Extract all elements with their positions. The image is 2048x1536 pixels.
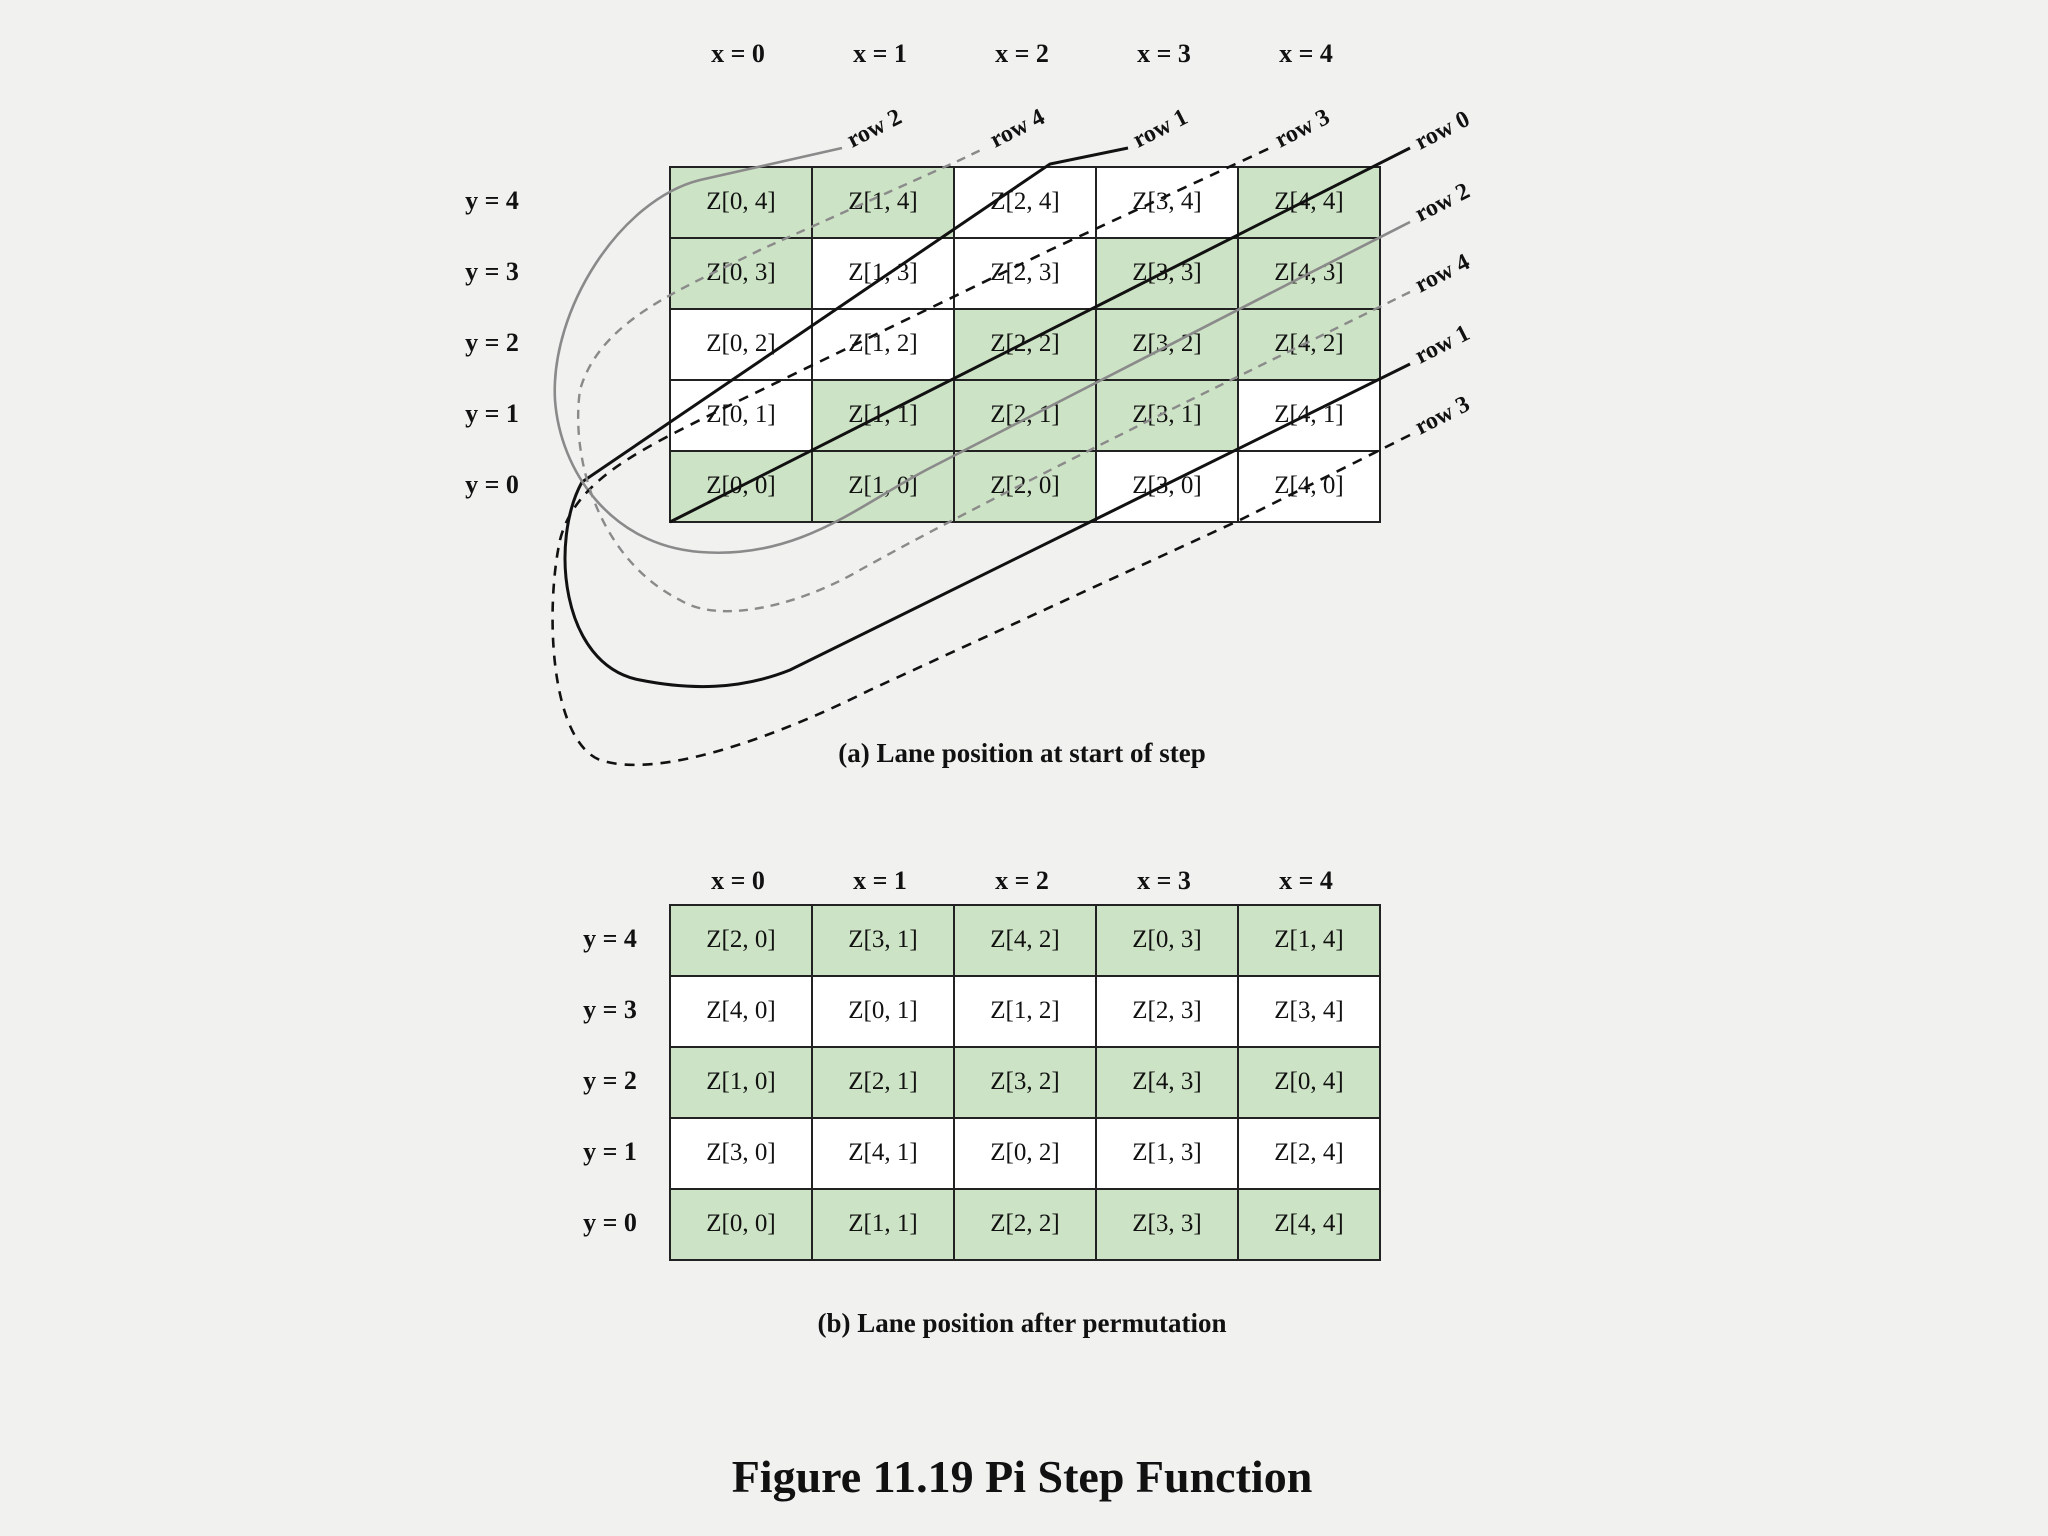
panel-b-cell-label-2-3: Z[4, 3] — [1132, 1068, 1202, 1096]
panel-a-cell-label-0-0: Z[0, 4] — [706, 188, 776, 216]
panel-a-cell-label-4-0: Z[0, 0] — [706, 472, 776, 500]
panel-b-cell-label-4-1: Z[1, 1] — [848, 1210, 918, 1238]
panel-a-cell-label-2-2: Z[2, 2] — [990, 330, 1060, 358]
panel-a-cell-label-4-1: Z[1, 0] — [848, 472, 918, 500]
panel-a-cell-label-4-4: Z[4, 0] — [1274, 472, 1344, 500]
panel-a-cell-label-0-4: Z[4, 4] — [1274, 188, 1344, 216]
panel-a-cell-label-3-4: Z[4, 1] — [1274, 401, 1344, 429]
panel-a-cell-label-1-2: Z[2, 3] — [990, 259, 1060, 287]
panel-a-right-row-labels — [1411, 178, 1474, 440]
panel-a-cell-label-1-1: Z[1, 3] — [848, 259, 918, 287]
panel-a-y-label-3: y = 3 — [465, 256, 519, 286]
top-row-label-3: row 3 — [1270, 104, 1335, 154]
top-row-label-2: row 1 — [1128, 104, 1193, 154]
panel-a-x-label-3: x = 3 — [1137, 38, 1191, 68]
panel-a-cell-label-1-0: Z[0, 3] — [706, 259, 776, 287]
top-row-label-0: row 2 — [842, 104, 907, 154]
panel-b-cell-label-0-1: Z[3, 1] — [848, 926, 918, 954]
panel-a-x-labels — [711, 39, 1333, 68]
panel-a-cell-label-0-2: Z[2, 4] — [990, 188, 1060, 216]
panel-b-cell-label-4-0: Z[0, 0] — [706, 1210, 776, 1238]
panel-b-cell-label-3-0: Z[3, 0] — [706, 1139, 776, 1167]
panel-b-cell-label-1-0: Z[4, 0] — [706, 997, 776, 1025]
panel-b-cell-label-1-1: Z[0, 1] — [848, 997, 918, 1025]
panel-b-cell-label-3-2: Z[0, 2] — [990, 1139, 1060, 1167]
panel-a-y-label-1: y = 1 — [465, 398, 519, 428]
panel-a-y-label-2: y = 2 — [465, 327, 519, 357]
top-row-label-1: row 4 — [985, 104, 1050, 154]
panel-a-cell-label-0-3: Z[3, 4] — [1132, 188, 1202, 216]
panel-a-cell-label-1-3: Z[3, 3] — [1132, 259, 1202, 287]
panel-b-cell-label-0-2: Z[4, 2] — [990, 926, 1060, 954]
panel-b-x-labels — [711, 866, 1333, 895]
panel-b-cell-label-1-2: Z[1, 2] — [990, 997, 1060, 1025]
panel-a-x-label-2: x = 2 — [995, 38, 1049, 68]
panel-a-cell-label-4-2: Z[2, 0] — [990, 472, 1060, 500]
panel-a-x-label-4: x = 4 — [1279, 38, 1333, 68]
panel-b-cell-label-1-3: Z[2, 3] — [1132, 997, 1202, 1025]
panel-b-x-label-0: x = 0 — [711, 865, 765, 895]
panel-b-y-label-0: y = 0 — [583, 1207, 637, 1237]
right-row-label-0: row 2 — [1410, 178, 1475, 228]
panel-b-cell-label-3-3: Z[1, 3] — [1132, 1139, 1202, 1167]
panel-b-cell-label-2-1: Z[2, 1] — [848, 1068, 918, 1096]
panel-b-cell-label-0-3: Z[0, 3] — [1132, 926, 1202, 954]
panel-b-y-label-1: y = 1 — [583, 1136, 637, 1166]
panel-b-x-label-3: x = 3 — [1137, 865, 1191, 895]
right-row-label-2: row 1 — [1410, 320, 1475, 370]
panel-b-cell-label-0-4: Z[1, 4] — [1274, 926, 1344, 954]
panel-a-cell-label-0-1: Z[1, 4] — [848, 188, 918, 216]
panel-b-cell-label-4-4: Z[4, 4] — [1274, 1210, 1344, 1238]
panel-a-cell-label-2-0: Z[0, 2] — [706, 330, 776, 358]
panel-b-cell-label-3-1: Z[4, 1] — [848, 1139, 918, 1167]
panel-b-caption: (b) Lane position after permutation — [817, 1308, 1227, 1338]
panel-a-cell-label-4-3: Z[3, 0] — [1132, 472, 1202, 500]
panel-a-cell-label-1-4: Z[4, 3] — [1274, 259, 1344, 287]
right-row-label-3: row 3 — [1410, 391, 1475, 441]
panel-a-cell-label-2-1: Z[1, 2] — [848, 330, 918, 358]
panel-a-cell-label-3-0: Z[0, 1] — [706, 401, 776, 429]
right-row-label-1: row 4 — [1410, 249, 1475, 299]
panel-a-top-row-labels — [843, 104, 1474, 155]
panel-a-cell-label-3-3: Z[3, 1] — [1132, 401, 1202, 429]
top-row-label-4: row 0 — [1410, 106, 1475, 156]
panel-a-x-label-1: x = 1 — [853, 38, 907, 68]
panel-b-cell-label-1-4: Z[3, 4] — [1274, 997, 1344, 1025]
panel-b-cell-label-2-2: Z[3, 2] — [990, 1068, 1060, 1096]
panel-b-x-label-2: x = 2 — [995, 865, 1049, 895]
panel-a-cell-label-3-1: Z[1, 1] — [848, 401, 918, 429]
panel-b-cell-label-4-2: Z[2, 2] — [990, 1210, 1060, 1238]
panel-b-cell-label-2-0: Z[1, 0] — [706, 1068, 776, 1096]
panel-b-y-label-2: y = 2 — [583, 1065, 637, 1095]
panel-a-cell-label-3-2: Z[2, 1] — [990, 401, 1060, 429]
panel-b-y-labels — [583, 924, 637, 1237]
panel-a-y-label-0: y = 0 — [465, 469, 519, 499]
panel-a-caption: (a) Lane position at start of step — [838, 738, 1206, 768]
panel-b-cell-label-4-3: Z[3, 3] — [1132, 1210, 1202, 1238]
panel-a-x-label-0: x = 0 — [711, 38, 765, 68]
panel-b-cell-label-2-4: Z[0, 4] — [1274, 1068, 1344, 1096]
panel-b-y-label-4: y = 4 — [583, 923, 637, 953]
figure-title: Figure 11.19 Pi Step Function — [731, 1451, 1313, 1502]
panel-b-cell-label-0-0: Z[2, 0] — [706, 926, 776, 954]
panel-b-cell-label-3-4: Z[2, 4] — [1274, 1139, 1344, 1167]
panel-a-y-labels — [465, 186, 519, 499]
panel-a-cell-label-2-4: Z[4, 2] — [1274, 330, 1344, 358]
panel-b-grid — [670, 905, 1380, 1260]
panel-a-cell-label-2-3: Z[3, 2] — [1132, 330, 1202, 358]
panel-b-x-label-4: x = 4 — [1279, 865, 1333, 895]
panel-b-y-label-3: y = 3 — [583, 994, 637, 1024]
panel-b-x-label-1: x = 1 — [853, 865, 907, 895]
panel-a-y-label-4: y = 4 — [465, 185, 519, 215]
